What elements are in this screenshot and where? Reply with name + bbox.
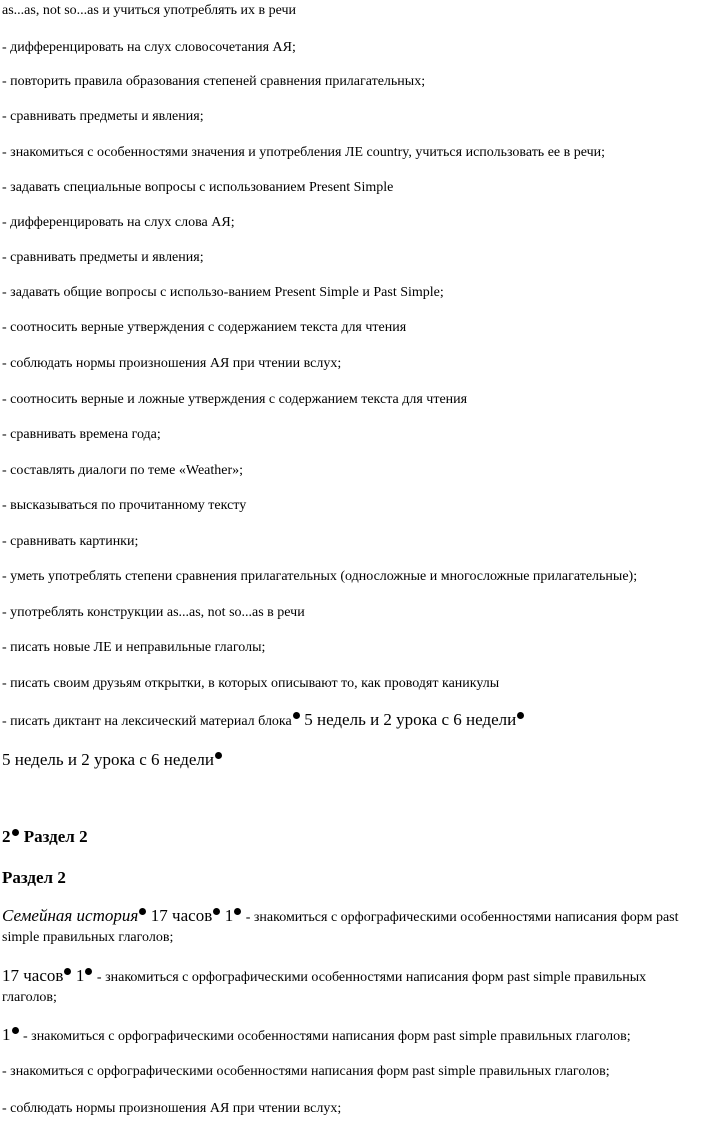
objective-line: - сравнивать предметы и явления; — [2, 109, 204, 124]
objective-text: - знакомиться с орфографическими особенностями написания форм past simple правильных глаголов; — [23, 1029, 631, 1044]
objective-line: - соотносить верные и ложные утверждения с содержанием текста для чтения — [2, 392, 468, 407]
topic-hours: 17 часов — [2, 966, 64, 985]
objective-line: - сравнивать времена года; — [2, 427, 161, 442]
bullet-icon — [213, 908, 220, 915]
family-history-row — [2, 906, 700, 948]
objective-line: - писать новые ЛЕ и неправильные глаголы; — [2, 640, 266, 655]
bullet-icon — [517, 712, 524, 719]
objective-line: - задавать общие вопросы с использо-ванием Present Simple и Past Simple; — [2, 285, 444, 300]
lesson-number: 1 — [75, 966, 85, 985]
bullet-icon — [215, 752, 222, 759]
dictation-hours: 5 недель и 2 урока с 6 недели — [304, 710, 517, 729]
lesson-number: 1 — [2, 1025, 11, 1044]
lesson-row — [2, 1027, 700, 1045]
section-title-2: Раздел 2 — [2, 868, 66, 887]
objective-line: - соотносить верные утверждения с содержанием текста для чтения — [2, 320, 407, 335]
dictation-line — [2, 712, 700, 730]
objective-line: - уметь употреблять степени сравнения прилагательных (односложные и многосложные прилагательные); — [2, 569, 638, 584]
lesson-number: 1 — [224, 906, 234, 925]
objective-text: - знакомиться с орфографическими особенностями написания форм past simple правильных глаголов; — [2, 910, 679, 945]
bullet-icon — [293, 712, 300, 719]
objective-line: - задавать специальные вопросы с использованием Present Simple — [2, 180, 394, 195]
bullet-icon — [64, 968, 71, 975]
objective-line: - соблюдать нормы произношения АЯ при чтении вслух; — [2, 356, 342, 371]
section-number: 2 — [2, 827, 11, 846]
objective-line: - знакомиться с особенностями значения и употребления ЛЕ country, учиться использовать ее в речи; — [2, 145, 606, 160]
hours-text: 5 недель и 2 урока с 6 недели — [2, 750, 214, 769]
objective-line: - дифференцировать на слух словосочетания АЯ; — [2, 40, 296, 55]
objective-line: - составлять диалоги по теме «Weather»; — [2, 463, 244, 478]
section-title: Раздел 2 — [23, 827, 88, 846]
bullet-icon — [12, 1027, 19, 1034]
bullet-icon — [85, 968, 92, 975]
bullet-icon — [234, 908, 241, 915]
bullet-icon — [139, 908, 146, 915]
objective-line: - знакомиться с орфографическими особенностями написания форм past simple правильных глаголов; — [2, 1064, 610, 1079]
section-heading — [2, 829, 700, 845]
objective-text: - знакомиться с орфографическими особенностями написания форм past simple правильных глаголов; — [2, 970, 647, 1005]
objective-line: - писать своим друзьям открытки, в которых описывают то, как проводят каникулы — [2, 676, 500, 691]
objective-line: - соблюдать нормы произношения АЯ при чтении вслух; — [2, 1101, 342, 1116]
topic-hours: 17 часов — [150, 906, 213, 925]
objective-line: - употреблять конструкции as...as, not so...as в речи — [2, 605, 305, 620]
objective-line: - повторить правила образования степеней сравнения прилагательных; — [2, 74, 426, 89]
objective-line: - высказываться по прочитанному тексту — [2, 498, 247, 513]
hours-line — [2, 752, 700, 768]
objective-line: - сравнивать предметы и явления; — [2, 250, 204, 265]
dictation-text: - писать диктант на лексический материал блока — [2, 714, 292, 729]
hours-row — [2, 966, 700, 1008]
topic-title: Семейная история — [2, 906, 139, 925]
objective-line: as...as, not so...as и учиться употреблять их в речи — [2, 3, 297, 18]
objective-line: - сравнивать картинки; — [2, 534, 139, 549]
objective-line: - дифференцировать на слух слова АЯ; — [2, 215, 235, 230]
bullet-icon — [12, 829, 19, 836]
